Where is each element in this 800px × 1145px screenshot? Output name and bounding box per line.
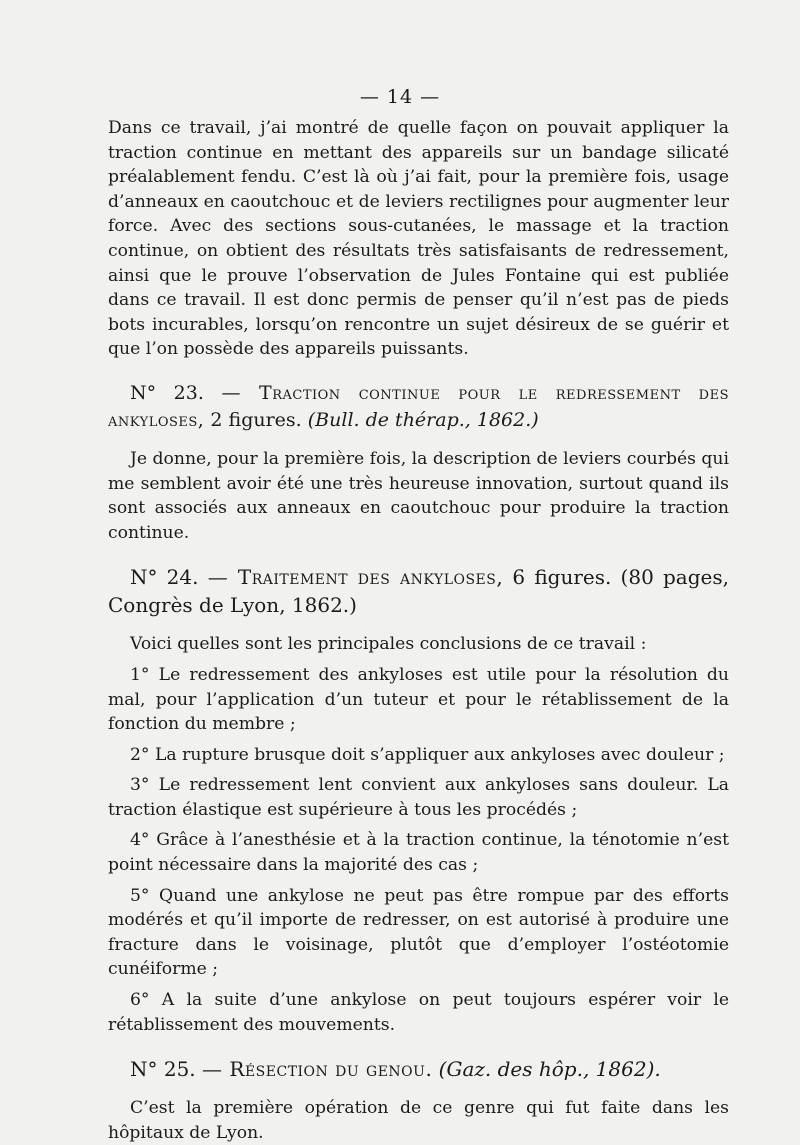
entry-24-intro: Voici quelles sont les principales conclusions de ce travail : <box>130 634 647 655</box>
conclusion-item: 6° A la suite d’une ankylose on peut toujours espérer voir le rétablissement des mouvements. <box>108 990 729 1035</box>
entry-25-heading <box>108 1055 729 1083</box>
entry-24-figures: 6 figures. (80 pages, Congrès de Lyon, 1862.) <box>108 565 729 618</box>
entry-25-source: (Gaz. des hôp., 1862). <box>438 1057 661 1082</box>
page-number: — 14 — <box>359 86 441 108</box>
entry-24-title: — Traitement des ankyloses, <box>207 565 504 590</box>
entry-25-number: N° 25. <box>130 1057 196 1082</box>
entry-25-body: C’est la première opération de ce genre qui fut faite dans les hôpitaux de Lyon. <box>108 1098 729 1143</box>
conclusion-item: 5° Quand une ankylose ne peut pas être rompue par des efforts modérés et qu’il importe de redresser, on est autorisé à produire une fracture dans le voisinage, plutôt que d’employer l’ostéotomie cunéiforme ; <box>108 885 729 980</box>
conclusion-item: 3° Le redressement lent convient aux ankyloses sans douleur. La traction élastique est supérieure à tous les procédés ; <box>108 775 729 820</box>
conclusion-item: 2° La rupture brusque doit s’appliquer aux ankyloses avec douleur ; <box>130 744 725 765</box>
entry-23-title: — Traction continue pour le redressement des ankyloses, <box>108 381 730 431</box>
page-body <box>108 116 729 1145</box>
intro-paragraph: Dans ce travail, j’ai montré de quelle façon on pouvait appliquer la traction continue en mettant des appareils sur un bandage silicaté préalablement fendu. C’est là où j’ai fait, pour la première fois, usage d’anneaux en caoutchouc et de leviers rectilignes pour augmenter leur force. Avec des sections sous-cutanées, le massage et la traction continue, on obtient des résultats très satisfaisants de redressement, ainsi que le prouve l’observation de Jules Fontaine qui est publiée dans ce travail. Il est donc permis de penser qu’il n’est pas de pieds bots incurables, lorsqu’on rencontre un sujet désireux de se guérir et que l’on possède des appareils puissants. <box>108 118 729 360</box>
entry-23-source: (Bull. de thérap., 1862.) <box>307 408 539 431</box>
conclusion-item: 4° Grâce à l’anesthésie et à la traction continue, la ténotomie n’est point nécessaire dans la majorité des cas ; <box>108 830 729 876</box>
entry-23-number: N° 23. <box>130 381 204 404</box>
entry-24-heading <box>108 563 729 619</box>
entry-24-number: N° 24. <box>130 565 199 590</box>
entry-23-heading <box>108 380 729 434</box>
entry-25-title: — Résection du genou. <box>202 1057 433 1082</box>
entry-23-body: Je donne, pour la première fois, la description de leviers courbés qui me semblent avoir été une très heureuse innovation, surtout quand ils sont associés aux anneaux en caoutchouc pour produire la traction continue. <box>108 448 729 543</box>
conclusion-item: 1° Le redressement des ankyloses est utile pour la résolution du mal, pour l’application d’un tuteur et pour le rétablissement de la fonction du membre ; <box>108 664 729 735</box>
entry-23-figures: 2 figures. <box>210 408 302 431</box>
